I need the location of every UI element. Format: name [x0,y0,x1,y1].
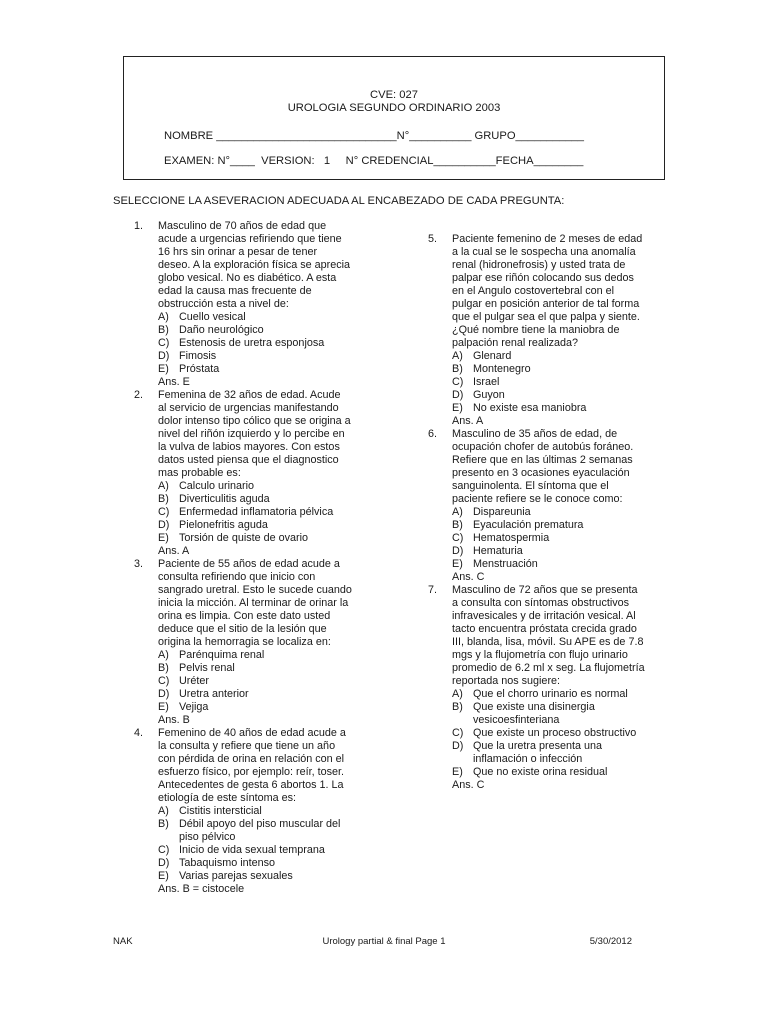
question-number: 7. [428,584,438,596]
option-text: Parénquima renal [179,649,265,661]
option-text: Daño neurológico [179,324,264,336]
question-1 [134,220,364,389]
option-b [452,363,658,376]
option-text: Inicio de vida sexual temprana [179,844,325,856]
option-text: Tabaquismo intenso [179,857,276,869]
option-b [158,818,364,844]
option-letter: C) [158,506,170,518]
questions-column-right [428,233,658,792]
option-letter: C) [158,844,170,856]
exam-code: CVE: 027 [370,89,418,101]
answer-key: Ans. B [158,714,190,726]
option-letter: B) [158,662,169,674]
option-text: Hematospermia [473,532,550,544]
option-e [452,402,658,415]
option-letter: E) [452,766,463,778]
option-text: Pelvis renal [179,662,235,674]
option-letter: A) [158,311,169,323]
option-text: Eyaculación prematura [473,519,584,531]
option-letter: D) [158,519,170,531]
question-text: Masculino de 35 años de edad, de ocupación chofer de autobús foráneo. Refiere que en las últimas 2 semanas presento en 3 ocasiones eyaculación sanguinolenta. El síntoma que el paciente refiere se le conoce como: [452,428,634,505]
option-letter: E) [158,363,169,375]
option-b [452,701,658,727]
question-6 [428,428,658,584]
option-e [158,701,364,714]
option-letter: A) [452,506,463,518]
option-text: Diverticulitis aguda [179,493,270,505]
exam-info-line: EXAMEN: N°____ VERSION: 1 N° CREDENCIAL__________FECHA________ [164,155,584,167]
option-e [158,363,364,376]
option-letter: A) [452,688,463,700]
question-number: 5. [428,233,438,245]
option-e [452,766,658,779]
question-text: Femenina de 32 años de edad. Acude al servicio de urgencias manifestando dolor intenso tipo cólico que se origina a nivel del riñón izquierdo y lo percibe en la vulva de labios mayores. Con estos datos usted piensa que el diagnostico mas probable es: [158,389,351,479]
option-text: Estenosis de uretra esponjosa [179,337,325,349]
option-text: Que existe un proceso obstructivo [473,727,637,739]
option-c [158,675,364,688]
option-letter: B) [452,363,463,375]
question-text: Masculino de 70 años de edad que acude a urgencias refiriendo que tiene 16 hrs sin orinar a pesar de tener deseo. A la exploración física se aprecia globo vesical. No es diabético. A esta edad la causa mas frecuente de obstrucción esta a nivel de: [158,220,351,310]
option-letter: B) [158,493,169,505]
option-letter: B) [158,818,169,830]
option-letter: E) [158,870,169,882]
option-text: No existe esa maniobra [473,402,587,414]
option-text: Uréter [179,675,209,687]
option-a [158,805,364,818]
question-number: 2. [134,389,144,401]
question-text: Femenino de 40 años de edad acude a la consulta y refiere que tiene un año con pérdida de orina en relación con el esfuerzo físico, por ejemplo: reír, toser. Antecedentes de gesta 6 abortos 1. La etiología de este síntoma es: [158,727,346,804]
option-text: Cuello vesical [179,311,246,323]
question-number: 4. [134,727,144,739]
option-text: Calculo urinario [179,480,255,492]
option-a [158,480,364,493]
answer-key: Ans. B = cistocele [158,883,245,895]
option-b [452,519,658,532]
option-a [452,350,658,363]
option-letter: D) [158,350,170,362]
option-letter: E) [158,532,169,544]
question-number: 3. [134,558,144,570]
questions-column-left [134,220,364,896]
footer-date: 5/30/2012 [589,936,632,947]
option-a [452,688,658,701]
option-text: Enfermedad inflamatoria pélvica [179,506,334,518]
option-text: Que la uretra presenta una inflamación o infección [473,740,603,765]
exam-title: UROLOGIA SEGUNDO ORDINARIO 2003 [287,102,501,114]
student-info-line: NOMBRE _____________________________N°__________ GRUPO___________ [164,130,584,142]
option-letter: B) [452,519,463,531]
option-text: Menstruación [473,558,538,570]
option-c [452,727,658,740]
option-letter: C) [452,532,464,544]
option-d [158,519,364,532]
option-text: Guyon [473,389,505,401]
option-d [158,350,364,363]
option-letter: D) [452,740,464,752]
option-text: Varias parejas sexuales [179,870,293,882]
option-letter: E) [452,558,463,570]
option-text: Que existe una disinergia vesicoesfinteriana [473,701,595,726]
option-text: Torsión de quiste de ovario [179,532,309,544]
option-letter: C) [452,727,464,739]
option-letter: D) [452,545,464,557]
answer-key: Ans. C [452,571,485,583]
option-e [158,532,364,545]
option-text: Que no existe orina residual [473,766,608,778]
question-number: 6. [428,428,438,440]
question-2 [134,389,364,558]
question-text: Paciente de 55 años de edad acude a consulta refiriendo que inicio con sangrado uretral. Esto le sucede cuando inicia la micción. Al terminar de orinar la orina es limpia. Con este dato usted deduce que el sitio de la lesión que origina la hemorragia se localiza en: [158,558,352,648]
option-letter: B) [158,324,169,336]
option-e [452,558,658,571]
option-c [158,337,364,350]
option-a [452,506,658,519]
footer-author: NAK [113,936,133,947]
option-text: Montenegro [473,363,531,375]
option-d [158,857,364,870]
answer-key: Ans. A [452,415,484,427]
footer-page-label: Urology partial & final Page 1 [322,936,446,947]
answer-key: Ans. A [158,545,190,557]
question-text: Masculino de 72 años que se presenta a consulta con síntomas obstructivos infravesicales y de irritación vesical. Al tacto encuentra próstata crecida grado III, blanda, lisa, móvil. Su APE es de 7.8 mgs y la flujometría con flujo urinario promedio de 6.2 ml x seg. La flujometría reportada nos sugiere: [452,584,645,687]
instructions: SELECCIONE LA ASEVERACION ADECUADA AL ENCABEZADO DE CADA PREGUNTA: [113,195,565,207]
question-4 [134,727,364,896]
option-text: Israel [473,376,500,388]
option-text: Que el chorro urinario es normal [473,688,628,700]
option-text: Dispareunia [473,506,531,518]
option-c [158,844,364,857]
option-c [158,506,364,519]
option-letter: A) [158,649,169,661]
question-5 [428,233,658,428]
option-text: Vejiga [179,701,209,713]
option-a [158,649,364,662]
option-letter: C) [158,337,170,349]
option-text: Pielonefritis aguda [179,519,268,531]
question-text: Paciente femenino de 2 meses de edad a la cual se le sospecha una anomalía renal (hidronefrosis) y usted trata de palpar ese riñón colocando sus dedos en el Angulo costovertebral con el pulgar en posición anterior de tal forma que el pulgar sea el que palpa y siente. ¿Qué nombre tiene la maniobra de palpación renal realizada? [452,233,643,349]
question-7 [428,584,658,792]
option-letter: B) [452,701,463,713]
option-text: Cistitis intersticial [179,805,262,817]
option-e [158,870,364,883]
option-c [452,532,658,545]
option-letter: A) [158,480,169,492]
option-text: Glenard [473,350,512,362]
option-letter: E) [452,402,463,414]
question-3 [134,558,364,727]
option-letter: A) [158,805,169,817]
answer-key: Ans. C [452,779,485,791]
option-b [158,324,364,337]
option-letter: C) [452,376,464,388]
option-letter: A) [452,350,463,362]
option-d [158,688,364,701]
option-text: Débil apoyo del piso muscular del piso pélvico [179,818,341,843]
exam-header-box [123,56,665,180]
option-text: Fimosis [179,350,217,362]
option-c [452,376,658,389]
option-d [452,389,658,402]
option-letter: C) [158,675,170,687]
option-d [452,740,658,766]
option-b [158,662,364,675]
option-letter: D) [158,857,170,869]
option-letter: D) [452,389,464,401]
question-number: 1. [134,220,144,232]
option-text: Próstata [179,363,220,375]
option-letter: E) [158,701,169,713]
option-text: Hematuria [473,545,523,557]
option-d [452,545,658,558]
option-b [158,493,364,506]
option-a [158,311,364,324]
answer-key: Ans. E [158,376,190,388]
option-letter: D) [158,688,170,700]
option-text: Uretra anterior [179,688,249,700]
